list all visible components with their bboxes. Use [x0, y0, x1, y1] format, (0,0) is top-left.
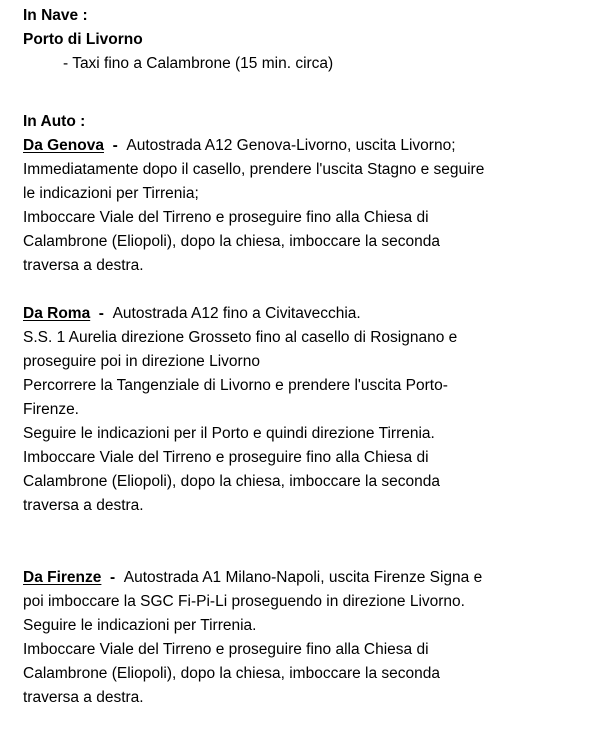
route-line: Calambrone (Eliopoli), dopo la chiesa, imboccare la seconda — [23, 233, 441, 250]
route-roma — [23, 302, 593, 518]
route-line: Imboccare Viale del Tirreno e proseguire fino alla Chiesa di — [23, 449, 429, 466]
route-genova — [23, 134, 593, 278]
route-line: le indicazioni per Tirrenia; — [23, 185, 199, 202]
route-line: Calambrone (Eliopoli), dopo la chiesa, imboccare la seconda — [23, 665, 441, 682]
route-separator: - — [103, 137, 127, 154]
route-firenze — [23, 566, 593, 710]
route-line: Calambrone (Eliopoli), dopo la chiesa, imboccare la seconda — [23, 473, 441, 490]
route-line: poi imboccare la SGC Fi-Pi-Li proseguendo in direzione Livorno. — [23, 593, 465, 610]
route-line: traversa a destra. — [23, 497, 144, 514]
route-line: Autostrada A1 Milano-Napoli, uscita Firenze Signa e — [123, 569, 483, 586]
route-line: Immediatamente dopo il casello, prendere l'uscita Stagno e seguire — [23, 161, 485, 178]
route-separator: - — [90, 305, 113, 322]
route-line: Firenze. — [23, 401, 79, 418]
route-origin: Da Firenze — [23, 569, 102, 586]
route-line: Imboccare Viale del Tirreno e proseguire fino alla Chiesa di — [23, 209, 429, 226]
route-origin: Da Genova — [23, 137, 104, 154]
port-name: Porto di Livorno — [23, 31, 143, 48]
heading-by-car: In Auto : — [23, 113, 86, 130]
taxi-instruction: - Taxi fino a Calambrone (15 min. circa) — [63, 55, 334, 72]
route-line: Seguire le indicazioni per il Porto e quindi direzione Tirrenia. — [23, 425, 435, 442]
route-line: traversa a destra. — [23, 689, 144, 706]
route-line: traversa a destra. — [23, 257, 144, 274]
route-line: S.S. 1 Aurelia direzione Grosseto fino al casello di Rosignano e — [23, 329, 458, 346]
route-separator: - — [101, 569, 124, 586]
route-line: Autostrada A12 fino a Civitavecchia. — [112, 305, 361, 322]
route-line: Percorrere la Tangenziale di Livorno e prendere l'uscita Porto- — [23, 377, 448, 394]
directions-document — [23, 4, 593, 710]
route-line: Seguire le indicazioni per Tirrenia. — [23, 617, 257, 634]
heading-by-ship: In Nave : — [23, 7, 88, 24]
route-line: proseguire poi in direzione Livorno — [23, 353, 260, 370]
route-line: Autostrada A12 Genova-Livorno, uscita Livorno; — [126, 137, 456, 154]
route-origin: Da Roma — [23, 305, 91, 322]
route-line: Imboccare Viale del Tirreno e proseguire fino alla Chiesa di — [23, 641, 429, 658]
